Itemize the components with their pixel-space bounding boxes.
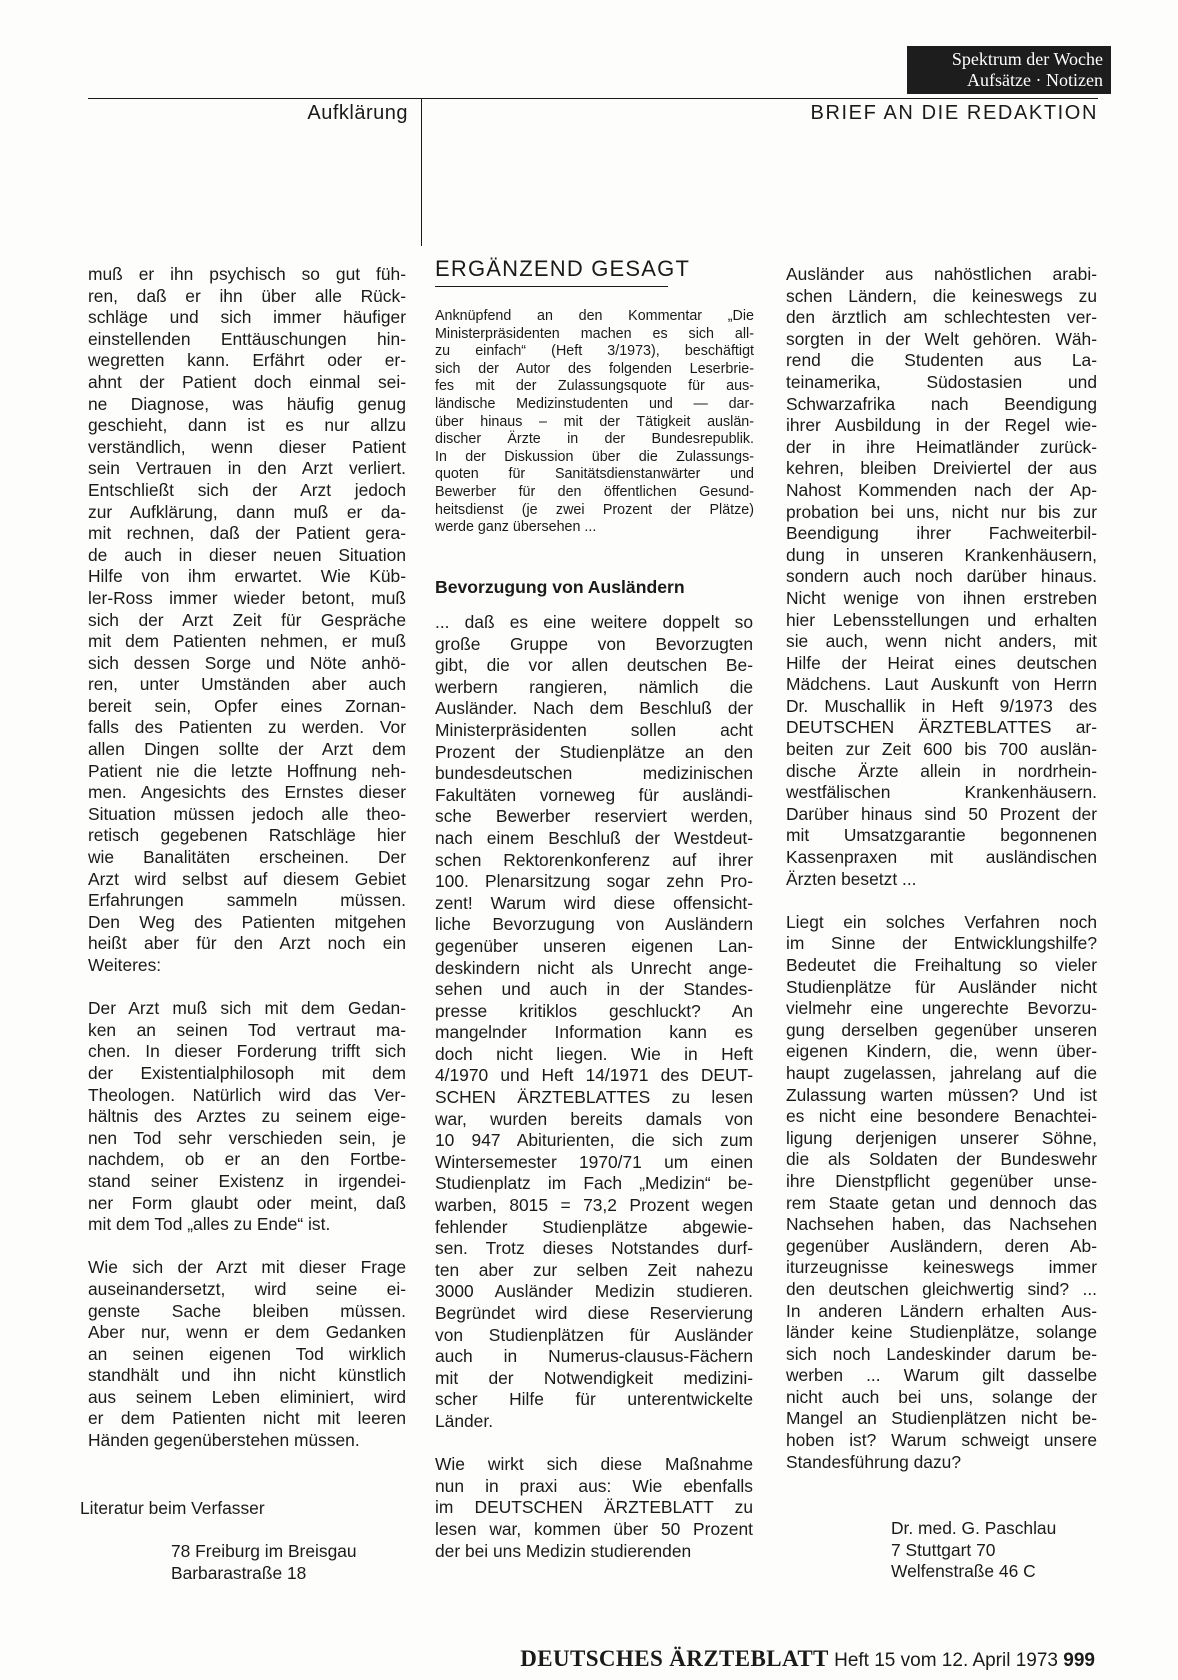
text-line: Mangel an Studienplätzen nicht be- [786,1408,1097,1429]
text-line: Hilfe der Heirat eines deutschen [786,652,1097,673]
text-line: Nachsehen haben, das Nachsehen [786,1214,1097,1235]
text-line: mit der Notwendigkeit medizini- [435,1367,753,1388]
letter-lead [435,308,754,537]
text-line: Fakultäten vorneweg für ausländi- [435,784,753,805]
paragraph-gap [786,890,1097,912]
text-line: länder keine Studienplätze, solange [786,1322,1097,1343]
lead-line: In der Diskussion über die Zulassungs- [435,448,754,465]
text-line: teinamerika, Südostasien und [786,371,1097,392]
text-line: de auch in dieser neuen Situation [88,544,406,565]
text-line: 10 947 Abiturienten, die sich zum [435,1130,753,1151]
text-line: standhält und ihn nicht künstlich [88,1365,406,1386]
signature-street: Welfenstraße 46 C [891,1561,1036,1582]
text-line: hier Lebensstellungen und erhalten [786,609,1097,630]
text-line: Darüber hinaus sind 50 Prozent der [786,803,1097,824]
letter-column-3 [786,264,1097,1473]
text-line: mit rechnen, daß der Patient gera- [88,523,406,544]
text-line: iturzeugnisse keineswegs immer [786,1257,1097,1278]
text-line: allen Dingen sollte der Arzt dem [88,739,406,760]
text-line: 4/1970 und Heft 14/1971 des DEUT- [435,1065,753,1086]
lead-line: quoten für Sanitätsdienstanwärter und [435,466,754,483]
text-line: Studienplatz im Fach „Medizin“ be- [435,1173,753,1194]
text-line: geschieht, dann ist es nur allzu [88,415,406,436]
text-line: hoben ist? Warum schweigt unsere [786,1430,1097,1451]
text-line: hältnis des Arztes zu seinem eige- [88,1106,406,1127]
text-line: probation bei uns, nicht nur bis zur [786,501,1097,522]
text-line: mit dem Patienten nehmen, er muß [88,631,406,652]
text-line: SCHEN ÄRZTEBLATTES zu lesen [435,1087,753,1108]
text-line: Ausländer. Nach dem Beschluß der [435,698,753,719]
text-line: In anderen Ländern erhalten Aus- [786,1300,1097,1321]
author-address-city: 78 Freiburg im Breisgau [171,1541,357,1561]
text-line: große Gruppe von Bevorzugten [435,633,753,654]
text-line: verständlich, wenn dieser Patient [88,436,406,457]
text-line: gegenüber Ausländern, deren Ab- [786,1235,1097,1256]
header-rule [88,98,1098,99]
text-line: wie Banalitäten erscheinen. Der [88,847,406,868]
text-line: Händen gegenüberstehen müssen. [88,1430,360,1451]
text-line: der Existentialphilosoph mit dem [88,1062,406,1083]
text-line: Der Arzt muß sich mit dem Gedan- [88,998,406,1019]
text-line: mangelnder Information kann es [435,1022,753,1043]
section-label [907,46,1111,94]
literature-note: Literatur beim Verfasser [80,1498,265,1518]
lead-line: zu einfach“ (Heft 3/1973), beschäftigt [435,343,754,360]
text-line: nen Tod sehr verschieden sein, je [88,1127,406,1148]
text-line: der bei uns Medizin studierenden [435,1540,692,1561]
text-line: ... daß es eine weitere doppelt so [435,612,753,632]
letter-column-2 [435,612,753,1562]
text-line: Beendigung ihrer Fachweiterbil- [786,523,1097,544]
text-line: sen. Trotz dieses Notstandes durf- [435,1238,753,1259]
text-line: Liegt ein solches Verfahren noch [786,911,1097,932]
footer-page-number: 999 [1063,1650,1095,1671]
text-line: schen Ländern, die keineswegs zu [786,285,1097,306]
letter-title-rule [435,286,668,287]
article-column-1 [88,264,406,1452]
text-line: muß er ihn psychisch so gut füh- [88,264,406,284]
header-left-topic: Aufklärung [307,102,408,124]
lead-line: discher Ärzte in der Bundesrepublik. [435,431,754,448]
lead-line: über hinaus – mit der Tätigkeit auslän- [435,413,754,430]
paragraph-gap [88,1236,406,1258]
text-line: men. Angesichts des Ernstes dieser [88,782,406,803]
text-line: dische Ärzte allein in nordrhein- [786,760,1097,781]
text-line: lesen war, kommen über 50 Prozent [435,1518,753,1539]
text-line: zur Aufklärung, dann muß er da- [88,501,406,522]
text-line: fehlender Studienplätze abgewie- [435,1216,753,1237]
text-line: er dem Patienten nicht mit leeren [88,1408,406,1429]
lead-line: fes mit der Zulassungsquote für aus- [435,378,754,395]
text-line: Kassenpraxen mit ausländischen [786,847,1097,868]
text-line: war, wurden bereits damals von [435,1108,753,1129]
text-line: presse kritiklos geschluckt? An [435,1000,753,1021]
text-line: falls des Patienten zu werden. Vor [88,717,406,738]
text-line: 100. Plenarsitzung sogar zehn Pro- [435,871,753,892]
text-line: Weiteres: [88,955,162,975]
text-line: sich der Arzt Zeit für Gespräche [88,609,406,630]
paragraph-gap [88,977,406,999]
text-line: Bedeutet die Freihaltung so vieler [786,955,1097,975]
text-line: die als Soldaten der Bundeswehr [786,1149,1097,1170]
lead-line: heitsdienst (je zwei Prozent der Plätze) [435,501,754,518]
lead-line: werde ganz übersehen ... [435,519,597,536]
text-line: heißt aber für den Arzt noch ein [88,933,406,954]
text-line: an seinen eigenen Tod wirklich [88,1343,406,1364]
section-label-line1: Spektrum der Woche [951,49,1103,69]
text-line: sein Vertrauen in den Arzt verliert. [88,458,406,479]
text-line: beiten zur Zeit 600 bis 700 auslän- [786,739,1097,760]
text-line: im DEUTSCHEN ÄRZTEBLATT zu [435,1497,753,1518]
signature-name: Dr. med. G. Paschlau [891,1518,1057,1538]
text-line: den ärztlich am schlechtesten ver- [786,307,1097,328]
text-line: ken an seinen Tod vertraut ma- [88,1019,406,1040]
text-line: werben ... Warum gilt dasselbe [786,1365,1097,1386]
text-line: Wie sich der Arzt mit dieser Frage [88,1257,406,1278]
author-address-street: Barbarastraße 18 [171,1562,307,1583]
text-line: Länder. [435,1410,494,1431]
text-line: nicht auch bei uns, solange der [786,1386,1097,1407]
text-line: Nicht wenige von ihnen erstreben [786,587,1097,608]
text-line: den deutschen gleichwertig sind? ... [786,1278,1097,1299]
text-line: bereit sein, Opfer eines Zornan- [88,695,406,716]
text-line: Prozent der Studienplätze an den [435,741,753,762]
text-line: ligung derjenigen unserer Söhne, [786,1127,1097,1148]
text-line: sorgten in der Welt gehören. Wäh- [786,328,1097,349]
text-line: eigenen Kindern, die, wenn über- [786,1041,1097,1062]
text-line: Ministerpräsidenten sollen acht [435,719,753,740]
header-right-rubric: BRIEF AN DIE REDAKTION [810,102,1098,124]
text-line: Wie wirkt sich diese Maßnahme [435,1454,753,1475]
column-divider [421,98,422,246]
text-line: Ärzten besetzt ... [786,868,917,889]
text-line: scher Hilfe für unterentwickelte [435,1389,753,1410]
text-line: doch nicht liegen. Wie in Heft [435,1043,753,1064]
text-line: sich dessen Sorge und Nöte anhö- [88,652,406,673]
text-line: ihrer Ausbildung in der Regel wie- [786,415,1097,436]
text-line: Entschließt sich der Arzt jedoch [88,479,406,500]
text-line: Ausländer aus nahöstlichen arabi- [786,264,1097,284]
text-line: Hilfe von ihm erwartet. Wie Küb- [88,566,406,587]
lead-line: Ministerpräsidenten machen es sich all- [435,325,754,342]
text-line: rem Staate getan und dennoch das [786,1192,1097,1213]
text-line: vielmehr eine ungerechte Bevorzu- [786,998,1097,1019]
text-line: ne Diagnose, was häufig genug [88,393,406,414]
text-line: sehen und auch in der Standes- [435,979,753,1000]
text-line: Dr. Muschallik in Heft 9/1973 des [786,695,1097,716]
text-line: dung in unseren Krankenhäusern, [786,544,1097,565]
text-line: sich noch Landeskinder darum be- [786,1343,1097,1364]
text-line: Schwarzafrika nach Beendigung [786,393,1097,414]
text-line: rend die Studenten aus La- [786,350,1097,371]
text-line: wegretten kann. Erfährt oder er- [88,350,406,371]
text-line: ner Form glaubt oder meint, daß [88,1192,406,1213]
paragraph-gap [435,1433,753,1455]
text-line: von Studienplätzen für Ausländer [435,1324,753,1345]
letter-signature [891,1518,1056,1583]
text-line: Zulassung warten müssen? Und ist [786,1084,1097,1105]
text-line: westfälischen Krankenhäusern. [786,782,1097,803]
text-line: es nicht eine besondere Benachtei- [786,1106,1097,1127]
text-line: liche Bevorzugung von Ausländern [435,914,753,935]
text-line: sondern auch noch darüber hinaus. [786,566,1097,587]
lead-line: Bewerber für den öffentlichen Gesund- [435,483,754,500]
text-line: ler-Ross immer wieder betont, muß [88,587,406,608]
text-line: ren, unter Umständen aber auch [88,674,406,695]
text-line: Theologen. Natürlich wird das Ver- [88,1084,406,1105]
text-line: warben, 8015 = 73,2 Prozent wegen [435,1195,753,1216]
text-line: Erfahrungen sammeln müssen. [88,890,406,911]
text-line: gung derselben gegenüber unseren [786,1019,1097,1040]
text-line: mit Umsatzgarantie begonnenen [786,825,1097,846]
lead-line: Anknüpfend an den Kommentar „Die [435,308,754,324]
lead-line: ländische Medizinstudenten und — dar- [435,395,754,412]
text-line: DEUTSCHEN ÄRZTEBLATTES ar- [786,717,1097,738]
text-line: Mädchens. Laut Auskunft von Herrn [786,674,1097,695]
section-label-line2: Aufsätze · Notizen [967,70,1103,90]
text-line: im Sinne der Entwicklungshilfe? [786,933,1097,954]
text-line: sie auch, wenn nicht anders, mit [786,631,1097,652]
text-line: Aber nur, wenn er dem Gedanken [88,1322,406,1343]
text-line: deskindern nicht als Unrecht ange- [435,957,753,978]
signature-city: 7 Stuttgart 70 [891,1539,996,1560]
text-line: nach einem Beschluß der Westdeut- [435,827,753,848]
text-line: Situation müssen jedoch alle theo- [88,803,406,824]
text-line: gibt, die vor allen deutschen Be- [435,655,753,676]
text-line: auch in Numerus-clausus-Fächern [435,1346,753,1367]
text-line: werbern rangieren, nämlich die [435,676,753,697]
text-line: ten aber zur selben Zeit nahezu [435,1259,753,1280]
text-line: Nahost Kommenden nach der Ap- [786,479,1097,500]
text-line: Patient nie die letzte Hoffnung neh- [88,760,406,781]
text-line: schläge und sich immer häufiger [88,307,406,328]
text-line: Arzt wird selbst auf diesem Gebiet [88,868,406,889]
text-line: Studienplätze für Ausländer nicht [786,976,1097,997]
text-line: zent! Warum wird diese offensicht- [435,892,753,913]
text-line: ihre Dienstpflicht gegenüber unse- [786,1170,1097,1191]
text-line: aus seinem Leben eliminiert, wird [88,1386,406,1407]
footer-issue: Heft 15 vom 12. April 1973 [834,1650,1059,1671]
text-line: chen. In dieser Forderung trifft sich [88,1041,406,1062]
text-line: ahnt der Patient doch einmal sei- [88,371,406,392]
text-line: Standesführung dazu? [786,1451,962,1472]
text-line: schen Rektorenkonferenz auf ihrer [435,849,753,870]
text-line: ren, daß er ihn über alle Rück- [88,285,406,306]
text-line: nun in praxi aus: Wie ebenfalls [435,1475,753,1496]
text-line: einstellenden Enttäuschungen hin- [88,328,406,349]
letter-title: ERGÄNZEND GESAGT [435,256,691,281]
text-line: Wintersemester 1970/71 um einen [435,1151,753,1172]
text-line: 3000 Ausländer Medizin studieren. [435,1281,753,1302]
text-line: stand seiner Existenz in irgendei- [88,1170,406,1191]
text-line: haupt zugelassen, jahrelang auf die [786,1062,1097,1083]
lead-line: sich der Autor des folgenden Leserbrie- [435,360,754,377]
text-line: gegenüber unseren eigenen Lan- [435,935,753,956]
text-line: Begründet wird diese Reservierung [435,1303,753,1323]
text-line: auseinandersetzt, wird seine ei- [88,1278,406,1299]
text-line: der in ihre Heimatländer zurück- [786,436,1097,457]
text-line: bundesdeutschen medizinischen [435,763,753,784]
text-line: nachdem, ob er an den Fortbe- [88,1149,406,1170]
text-line: Den Weg des Patienten mitgehen [88,911,406,932]
text-line: genste Sache bleiben müssen. [88,1300,406,1321]
text-line: mit dem Tod „alles zu Ende“ ist. [88,1214,331,1235]
author-address [171,1541,357,1584]
page-footer [520,1646,1095,1672]
letter-subhead: Bevorzugung von Ausländern [435,577,685,597]
text-line: retisch gegebenen Ratschläge hier [88,825,406,846]
text-line: sche Bewerber reserviert werden, [435,806,753,827]
footer-masthead: DEUTSCHES ÄRZTEBLATT [520,1646,829,1671]
text-line: kehren, bleiben Dreiviertel der aus [786,458,1097,479]
